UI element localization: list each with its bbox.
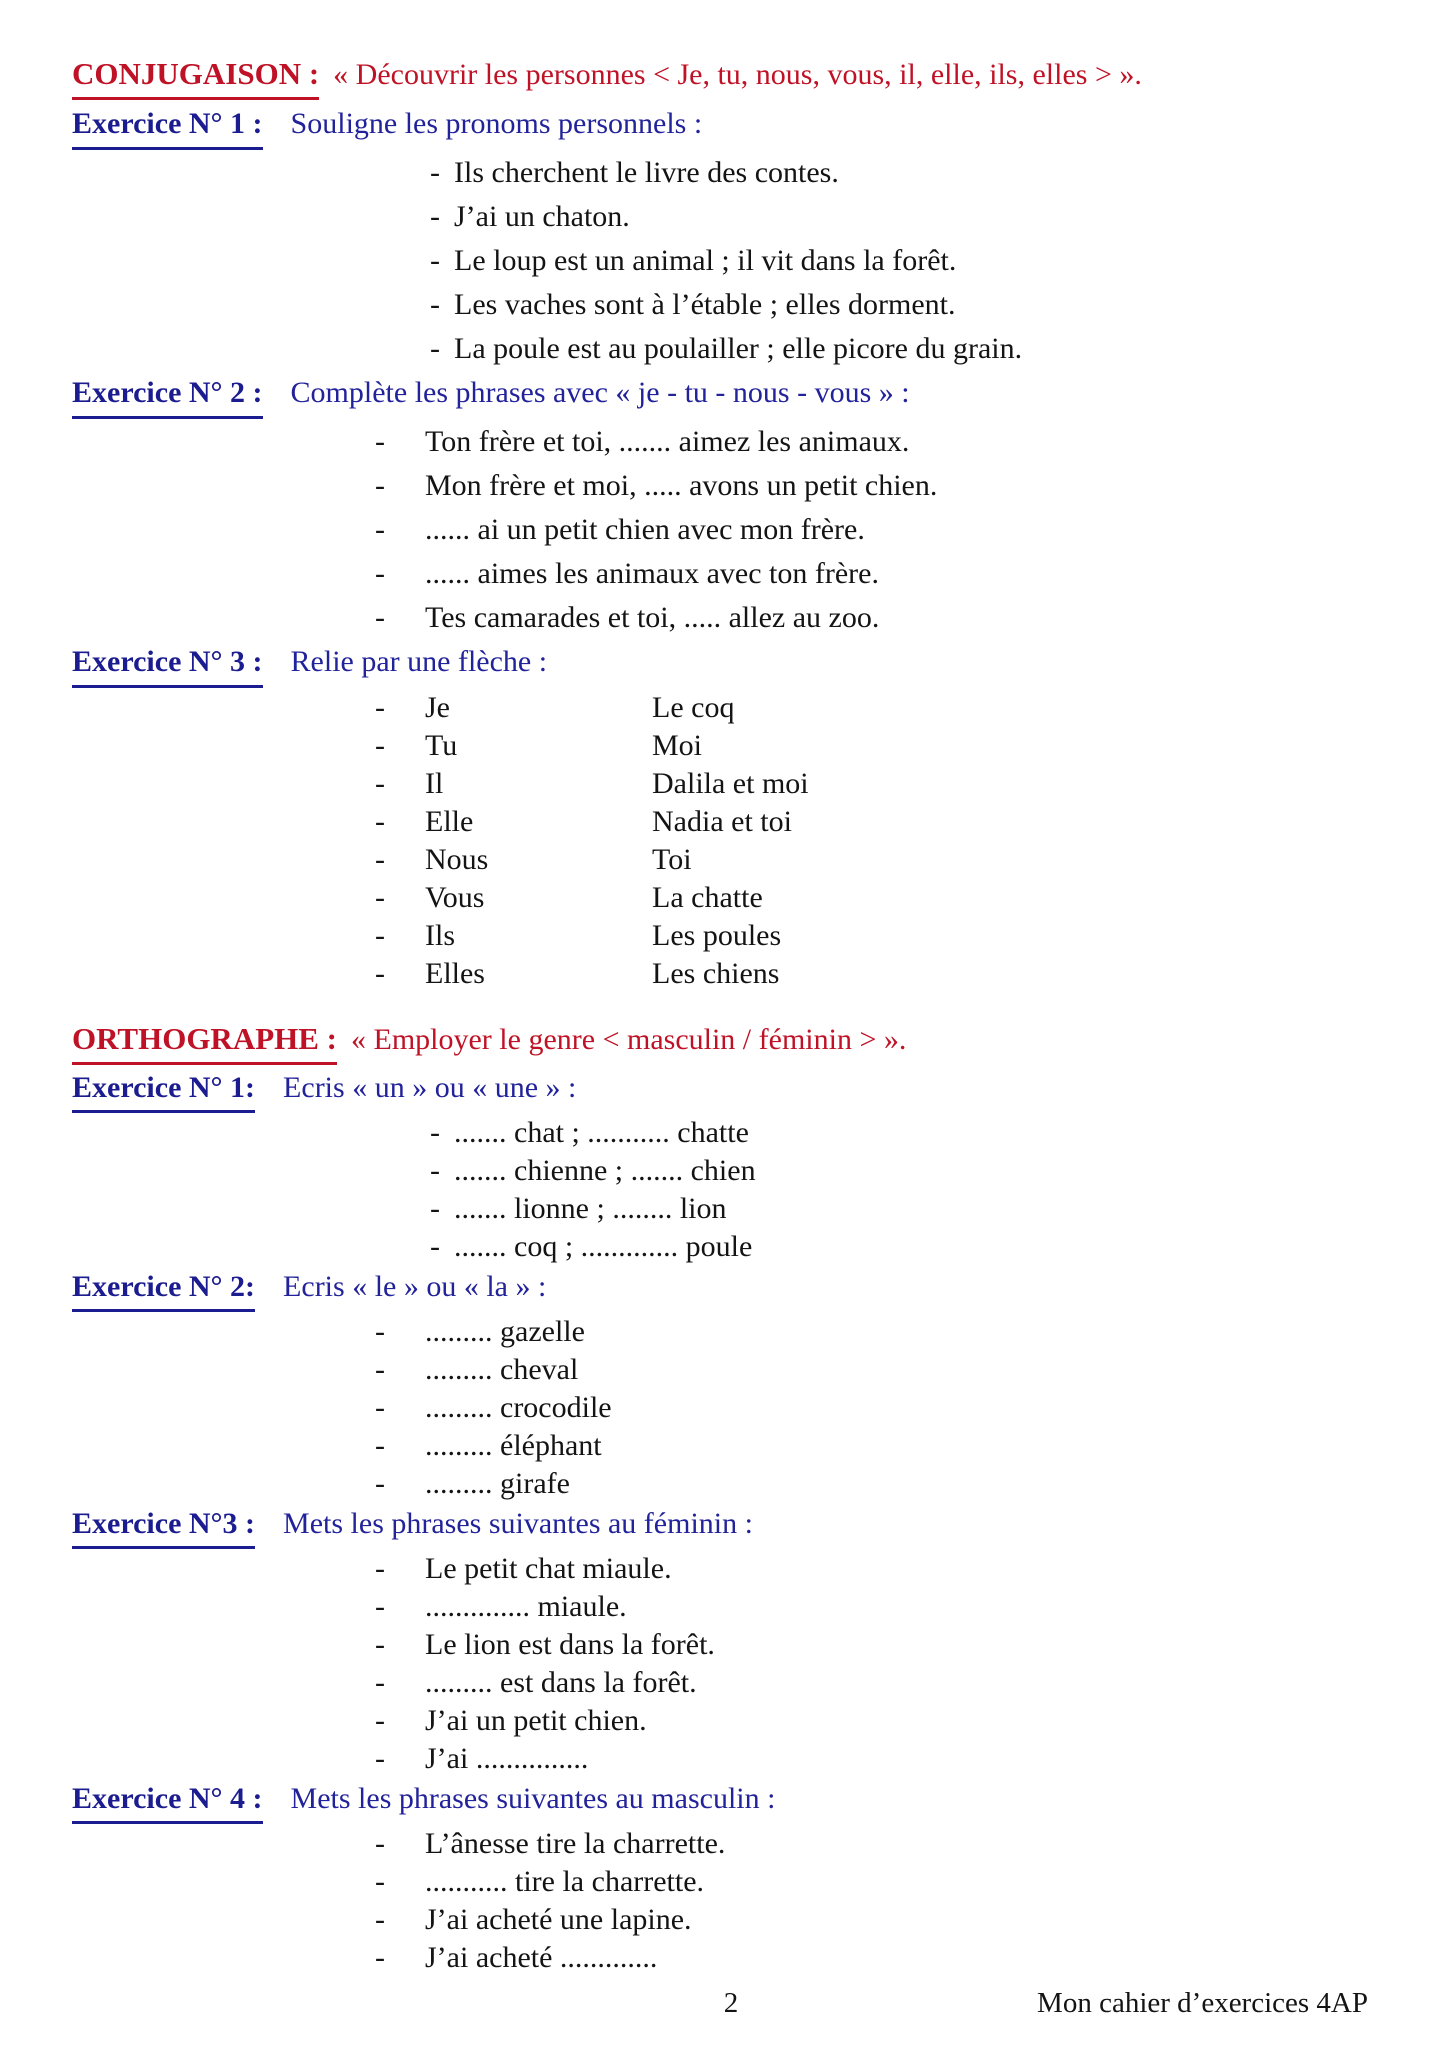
list-item [375, 1626, 1390, 1664]
item-dash: - [375, 1391, 385, 1424]
match-row [375, 727, 1390, 765]
list-item [430, 151, 1390, 195]
item-dash: - [430, 288, 440, 321]
item-text: ....... chienne ; ....... chien [454, 1154, 756, 1187]
exercise-instruction: Mets les phrases suivantes au masculin : [290, 1782, 776, 1815]
item-dash: - [375, 1429, 385, 1462]
item-dash: - [375, 1552, 385, 1585]
match-right: Les chiens [652, 957, 780, 990]
list-item [375, 1740, 1390, 1778]
match-row [375, 841, 1390, 879]
exercise-label: Exercice N° 2 : [72, 371, 263, 419]
item-text: ........... tire la charrette. [425, 1865, 705, 1898]
item-text: Le loup est un animal ; il vit dans la forêt. [454, 244, 957, 277]
exercise-3-heading [72, 1503, 1390, 1550]
item-dash: - [375, 469, 385, 502]
item-dash: - [375, 957, 385, 990]
section-subtitle: « Découvrir les personnes < Je, tu, nous, vous, il, elle, ils, elles > ». [333, 58, 1142, 91]
item-text: L’ânesse tire la charrette. [425, 1827, 726, 1860]
item-text: ....... coq ; ............. poule [454, 1230, 753, 1263]
section-conjugaison-heading [72, 52, 1390, 102]
footer-book-title: Mon cahier d’exercices 4AP [1037, 1987, 1368, 2019]
item-text: Ils cherchent le livre des contes. [454, 156, 839, 189]
exercise-4-heading [72, 1778, 1390, 1825]
list-item [375, 1664, 1390, 1702]
list-item [430, 195, 1390, 239]
section-orthographe [72, 1017, 1390, 1977]
match-right: Toi [652, 843, 692, 876]
item-text: ......... éléphant [425, 1429, 602, 1462]
exercise-2-list [375, 420, 1390, 640]
exercise-3-heading [72, 640, 1390, 689]
exercise-1-heading [72, 102, 1390, 151]
item-dash: - [430, 200, 440, 233]
item-dash: - [375, 1941, 385, 1974]
item-dash: - [375, 1903, 385, 1936]
exercise-instruction: Ecris « le » ou « la » : [283, 1270, 547, 1303]
match-left: Vous [425, 881, 485, 914]
list-item [375, 464, 1390, 508]
match-row [375, 689, 1390, 727]
list-item [430, 1228, 1390, 1266]
list-item [430, 283, 1390, 327]
item-dash: - [375, 1628, 385, 1661]
item-text: Le petit chat miaule. [425, 1552, 672, 1585]
exercise-1-heading [72, 1067, 1390, 1114]
item-text: .............. miaule. [425, 1590, 627, 1623]
list-item [430, 1152, 1390, 1190]
item-dash: - [375, 1827, 385, 1860]
item-dash: - [430, 156, 440, 189]
item-dash: - [375, 843, 385, 876]
match-row [375, 803, 1390, 841]
exercise-1-list [430, 151, 1390, 371]
list-item [430, 327, 1390, 371]
item-dash: - [375, 767, 385, 800]
exercise-3-matching-list [375, 689, 1390, 993]
item-dash: - [375, 805, 385, 838]
list-item [375, 1825, 1390, 1863]
item-text: Les vaches sont à l’étable ; elles dorment. [454, 288, 956, 321]
item-dash: - [430, 332, 440, 365]
exercise-label: Exercice N° 1: [72, 1067, 255, 1113]
item-dash: - [375, 425, 385, 458]
list-item [375, 596, 1390, 640]
list-item [375, 1389, 1390, 1427]
item-dash: - [375, 601, 385, 634]
section-title: CONJUGAISON : [72, 52, 319, 100]
list-item [430, 239, 1390, 283]
item-dash: - [430, 1230, 440, 1263]
match-right: Les poules [652, 919, 782, 952]
item-dash: - [375, 919, 385, 952]
exercise-instruction: Souligne les pronoms personnels : [290, 107, 703, 140]
exercise-2-heading [72, 1266, 1390, 1313]
item-dash: - [375, 1742, 385, 1775]
item-text: ....... lionne ; ........ lion [454, 1192, 727, 1225]
exercise-1-list [430, 1114, 1390, 1266]
item-text: ...... aimes les animaux avec ton frère. [425, 557, 879, 590]
list-item [375, 1313, 1390, 1351]
list-item [375, 1939, 1390, 1977]
item-dash: - [375, 1666, 385, 1699]
list-item [430, 1114, 1390, 1152]
item-text: ......... gazelle [425, 1315, 585, 1348]
section-orthographe-heading [72, 1017, 1390, 1067]
match-row [375, 879, 1390, 917]
list-item [375, 1427, 1390, 1465]
item-dash: - [375, 1353, 385, 1386]
item-dash: - [375, 1467, 385, 1500]
item-text: Tes camarades et toi, ..... allez au zoo. [425, 601, 880, 634]
item-text: J’ai un petit chien. [425, 1704, 647, 1737]
item-dash: - [375, 1315, 385, 1348]
match-right: Le coq [652, 691, 735, 724]
exercise-2-heading [72, 371, 1390, 420]
match-left: Nous [425, 843, 489, 876]
list-item [430, 1190, 1390, 1228]
match-row [375, 765, 1390, 803]
item-text: J’ai ............... [425, 1742, 589, 1775]
page-number: 2 [723, 1987, 739, 2019]
exercise-label: Exercice N° 2: [72, 1266, 255, 1312]
item-text: Mon frère et moi, ..... avons un petit chien. [425, 469, 938, 502]
item-dash: - [375, 729, 385, 762]
item-text: J’ai acheté ............. [425, 1941, 658, 1974]
exercise-label: Exercice N° 1 : [72, 102, 263, 150]
list-item [375, 1863, 1390, 1901]
match-left: Elles [425, 957, 485, 990]
match-left: Je [425, 691, 450, 724]
match-right: La chatte [652, 881, 763, 914]
item-dash: - [375, 513, 385, 546]
list-item [375, 1550, 1390, 1588]
exercise-instruction: Mets les phrases suivantes au féminin : [283, 1507, 753, 1540]
match-right: Moi [652, 729, 703, 762]
item-text: ......... girafe [425, 1467, 570, 1500]
match-left: Elle [425, 805, 474, 838]
item-dash: - [375, 1704, 385, 1737]
exercise-label: Exercice N°3 : [72, 1503, 255, 1549]
exercise-label: Exercice N° 3 : [72, 640, 263, 688]
item-text: La poule est au poulailler ; elle picore du grain. [454, 332, 1023, 365]
list-item [375, 1588, 1390, 1626]
item-text: J’ai acheté une lapine. [425, 1903, 692, 1936]
exercise-instruction: Complète les phrases avec « je - tu - nous - vous » : [290, 376, 910, 409]
item-text: J’ai un chaton. [454, 200, 630, 233]
item-dash: - [430, 244, 440, 277]
exercise-instruction: Ecris « un » ou « une » : [283, 1071, 577, 1104]
item-dash: - [430, 1154, 440, 1187]
list-item [375, 1702, 1390, 1740]
item-text: ....... chat ; ........... chatte [454, 1116, 749, 1149]
match-left: Tu [425, 729, 458, 762]
item-text: ...... ai un petit chien avec mon frère. [425, 513, 865, 546]
section-subtitle: « Employer le genre < masculin / féminin > ». [351, 1023, 907, 1056]
item-text: ......... crocodile [425, 1391, 612, 1424]
list-item [375, 420, 1390, 464]
item-dash: - [375, 1865, 385, 1898]
item-text: Le lion est dans la forêt. [425, 1628, 715, 1661]
list-item [375, 552, 1390, 596]
item-dash: - [375, 557, 385, 590]
list-item [375, 1351, 1390, 1389]
item-text: Ton frère et toi, ....... aimez les animaux. [425, 425, 910, 458]
match-left: Ils [425, 919, 455, 952]
item-dash: - [375, 881, 385, 914]
item-dash: - [375, 691, 385, 724]
section-title: ORTHOGRAPHE : [72, 1017, 337, 1065]
item-dash: - [430, 1192, 440, 1225]
exercise-instruction: Relie par une flèche : [290, 645, 548, 678]
list-item [375, 1465, 1390, 1503]
match-right: Dalila et moi [652, 767, 809, 800]
item-text: ......... cheval [425, 1353, 579, 1386]
exercise-3-list [375, 1550, 1390, 1778]
match-left: Il [425, 767, 444, 800]
match-row [375, 917, 1390, 955]
list-item [375, 1901, 1390, 1939]
exercise-2-list [375, 1313, 1390, 1503]
item-dash: - [430, 1116, 440, 1149]
exercise-4-list [375, 1825, 1390, 1977]
item-dash: - [375, 1590, 385, 1623]
match-row [375, 955, 1390, 993]
match-right: Nadia et toi [652, 805, 792, 838]
exercise-label: Exercice N° 4 : [72, 1778, 263, 1824]
item-text: ......... est dans la forêt. [425, 1666, 697, 1699]
list-item [375, 508, 1390, 552]
